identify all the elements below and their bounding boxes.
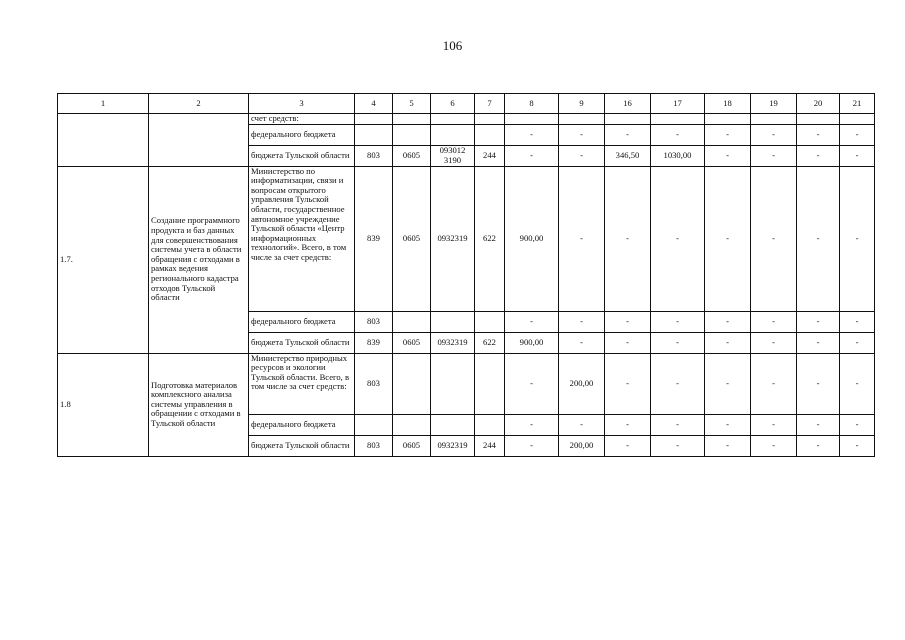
cell: - [605, 124, 651, 145]
cell: 200,00 [559, 353, 605, 414]
cell: - [705, 166, 751, 311]
source-label: бюджета Тульской области [249, 435, 355, 456]
cell: 839 [355, 166, 393, 311]
cell: - [840, 414, 875, 435]
cell: - [705, 145, 751, 166]
table-row [58, 166, 875, 311]
cell: - [751, 414, 797, 435]
cell: - [559, 145, 605, 166]
cell [797, 114, 840, 125]
cell: - [651, 332, 705, 353]
source-label: федерального бюджета [249, 311, 355, 332]
cell: - [651, 414, 705, 435]
cell: - [840, 311, 875, 332]
cell: - [605, 435, 651, 456]
cell: - [840, 124, 875, 145]
col-header: 8 [505, 94, 559, 114]
cell: - [751, 353, 797, 414]
cell: - [705, 414, 751, 435]
cell: 803 [355, 311, 393, 332]
item-name: Подготовка материалов комплексного анализа системы управления в обращении с отходами в Тульской области [149, 353, 249, 456]
cell [559, 114, 605, 125]
cell: - [797, 124, 840, 145]
cell: - [840, 145, 875, 166]
col-header: 18 [705, 94, 751, 114]
cell [475, 114, 505, 125]
cell: 0605 [393, 435, 431, 456]
cell: - [559, 124, 605, 145]
cell: 244 [475, 435, 505, 456]
item-number: 1.8 [58, 353, 149, 456]
col-header: 20 [797, 94, 840, 114]
cell [355, 114, 393, 125]
cell [431, 114, 475, 125]
source-label: федерального бюджета [249, 124, 355, 145]
col-header: 7 [475, 94, 505, 114]
cell [149, 114, 249, 167]
cell: 0605 [393, 332, 431, 353]
header-row [58, 94, 875, 114]
table-row [58, 353, 875, 414]
cell: 0932319 [431, 166, 475, 311]
cell: - [651, 166, 705, 311]
cell [475, 414, 505, 435]
col-header: 9 [559, 94, 605, 114]
cell: - [797, 332, 840, 353]
cell: - [840, 353, 875, 414]
cell: - [651, 435, 705, 456]
item-number: 1.7. [58, 166, 149, 353]
cell: - [751, 311, 797, 332]
cell: - [840, 166, 875, 311]
cell: - [605, 311, 651, 332]
cell: - [797, 353, 840, 414]
cell: - [797, 166, 840, 311]
cell: 803 [355, 435, 393, 456]
cell: - [705, 353, 751, 414]
cell [475, 353, 505, 414]
cell: - [751, 124, 797, 145]
cell: - [605, 414, 651, 435]
col-header: 5 [393, 94, 431, 114]
cell [431, 311, 475, 332]
cell: 1030,00 [651, 145, 705, 166]
cell: - [751, 145, 797, 166]
cell [393, 114, 431, 125]
cell: - [797, 414, 840, 435]
executor-label: Министерство природных ресурсов и экологии Тульской области. Всего, в том числе за счет средств: [249, 353, 355, 414]
cell: - [797, 145, 840, 166]
cell: - [605, 353, 651, 414]
cell: 0932319 [431, 435, 475, 456]
cell [751, 114, 797, 125]
cell: - [751, 166, 797, 311]
cell [393, 353, 431, 414]
col-header: 3 [249, 94, 355, 114]
cell [605, 114, 651, 125]
page-number: 106 [442, 38, 463, 53]
executor-label: Министерство по информатизации, связи и вопросам открытого управления Тульской области, государственное автономное учреждение Тульской области «Центр информационных технологий». Всего, в том числе за счет средств: [249, 166, 355, 311]
cell: - [605, 332, 651, 353]
col-header: 19 [751, 94, 797, 114]
col-header: 4 [355, 94, 393, 114]
col-header: 21 [840, 94, 875, 114]
cell [393, 124, 431, 145]
cell [840, 114, 875, 125]
cell: - [797, 311, 840, 332]
cell [505, 114, 559, 125]
cell [393, 414, 431, 435]
cell: - [605, 166, 651, 311]
cell: 900,00 [505, 332, 559, 353]
source-label: бюджета Тульской области [249, 145, 355, 166]
cell: - [705, 311, 751, 332]
cell: 803 [355, 353, 393, 414]
cell: 839 [355, 332, 393, 353]
cell: 0605 [393, 166, 431, 311]
cell: 244 [475, 145, 505, 166]
cell [355, 124, 393, 145]
cell: - [751, 332, 797, 353]
col-header: 1 [58, 94, 149, 114]
cell: - [559, 414, 605, 435]
cell: - [559, 332, 605, 353]
source-label: бюджета Тульской области [249, 332, 355, 353]
cell [431, 414, 475, 435]
cell [355, 414, 393, 435]
cell [475, 311, 505, 332]
cell: 803 [355, 145, 393, 166]
cell: - [559, 166, 605, 311]
cell: 622 [475, 166, 505, 311]
col-header: 6 [431, 94, 475, 114]
cell: - [559, 311, 605, 332]
cell [705, 114, 751, 125]
cell: - [505, 311, 559, 332]
cell: 0932319 [431, 332, 475, 353]
cell: 622 [475, 332, 505, 353]
cell: - [705, 124, 751, 145]
cell: - [797, 435, 840, 456]
source-label: счет средств: [249, 114, 355, 125]
table-row [58, 114, 875, 125]
cell: 346,50 [605, 145, 651, 166]
cell: 093012 3190 [431, 145, 475, 166]
col-header: 2 [149, 94, 249, 114]
cell: - [705, 435, 751, 456]
cell: - [705, 332, 751, 353]
cell: - [651, 311, 705, 332]
cell: - [651, 124, 705, 145]
cell [475, 124, 505, 145]
cell [393, 311, 431, 332]
cell: - [840, 435, 875, 456]
cell: 200,00 [559, 435, 605, 456]
cell [651, 114, 705, 125]
col-header: 17 [651, 94, 705, 114]
budget-table [57, 93, 875, 457]
cell: - [505, 414, 559, 435]
cell [431, 353, 475, 414]
cell: - [505, 145, 559, 166]
cell: - [505, 124, 559, 145]
cell: - [840, 332, 875, 353]
cell: 900,00 [505, 166, 559, 311]
cell [58, 114, 149, 167]
cell: - [751, 435, 797, 456]
source-label: федерального бюджета [249, 414, 355, 435]
item-name: Создание программного продукта и баз данных для совершенствования системы учета в области обращения с отходами в рамках ведения регионального кадастра отходов Тульской области [149, 166, 249, 353]
col-header: 16 [605, 94, 651, 114]
cell: 0605 [393, 145, 431, 166]
cell: - [651, 353, 705, 414]
cell: - [505, 435, 559, 456]
cell: - [505, 353, 559, 414]
cell [431, 124, 475, 145]
